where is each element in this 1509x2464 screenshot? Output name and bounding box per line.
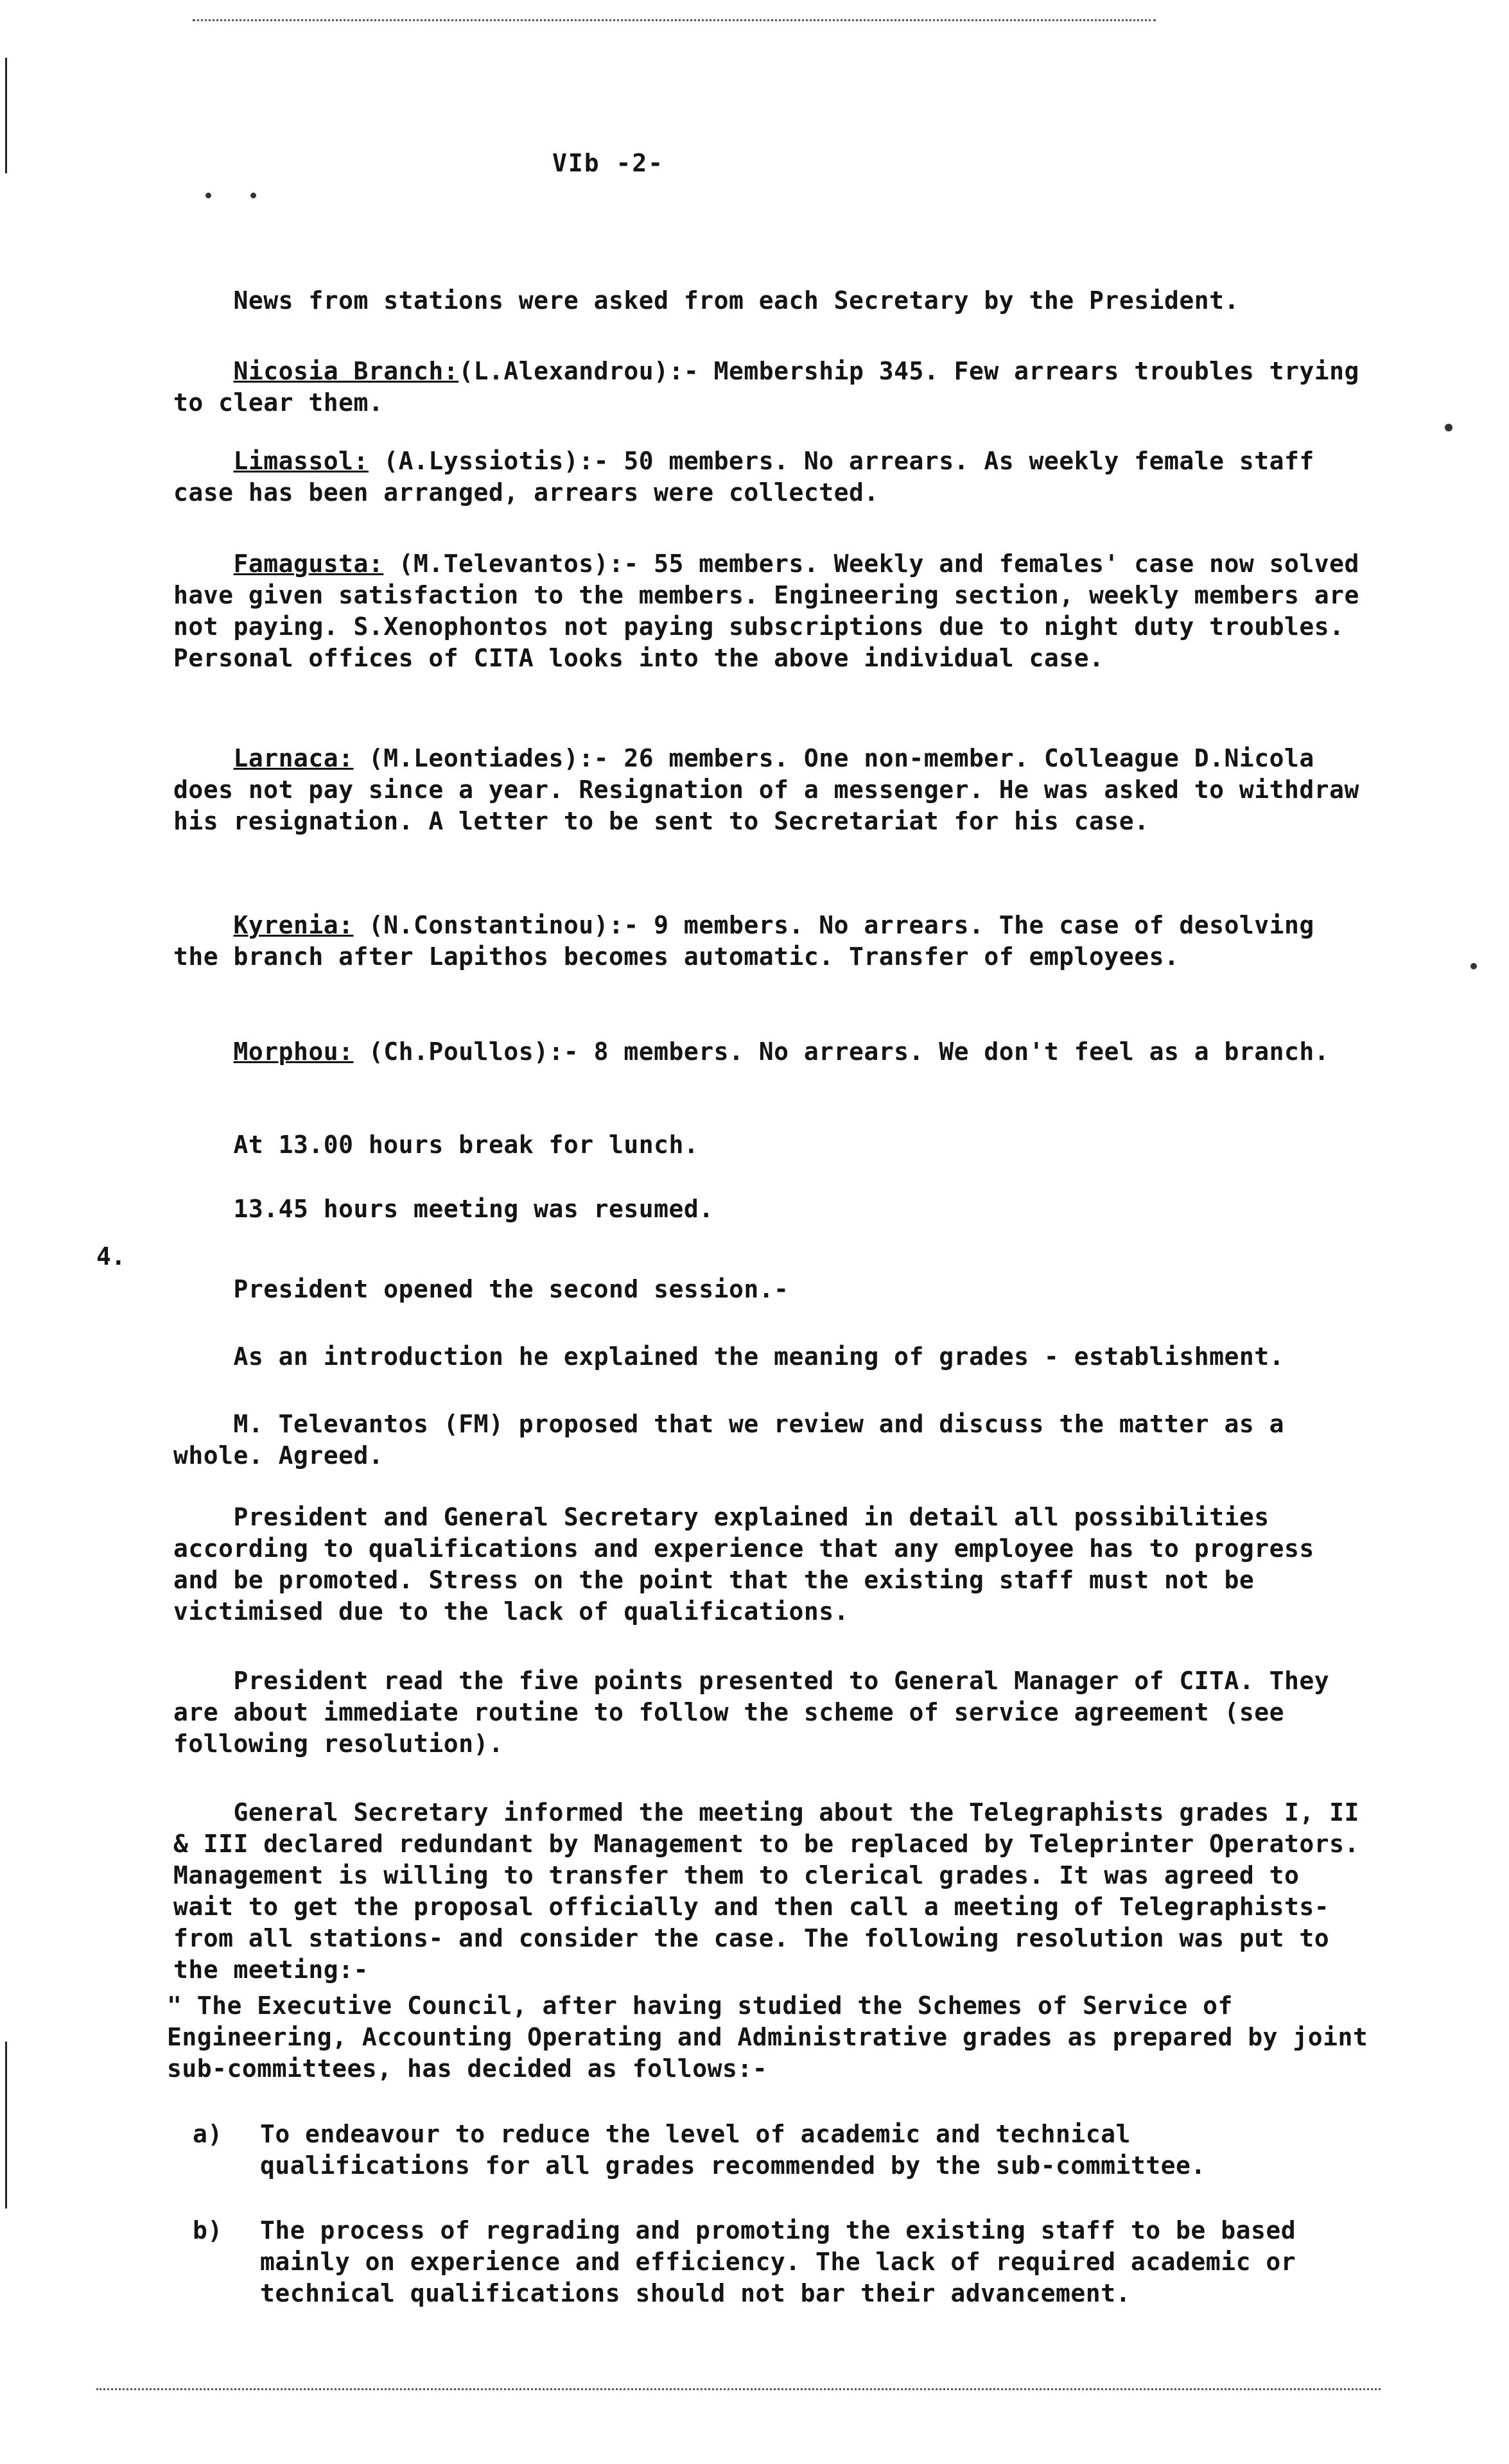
paragraph-explained — [173, 1470, 1361, 1659]
binder-mark — [5, 2042, 16, 2208]
binder-mark — [5, 58, 16, 173]
paragraph-text: (Ch.Poullos):- 8 members. No arrears. We don't feel as a branch. — [353, 1037, 1330, 1066]
branch-label: Limassol: — [233, 447, 369, 475]
paragraph-text: News from stations were asked from each Secretary by the President. — [233, 286, 1239, 315]
paragraph-morphou — [173, 1005, 1361, 1099]
paragraph-text: 13.45 hours meeting was resumed. — [233, 1195, 714, 1223]
paragraph-text: (L.Alexandrou):- Membership 345. Few arrears troubles trying to clear them. — [173, 357, 1375, 417]
scan-speck — [1445, 424, 1452, 431]
paragraph-telegraphists — [173, 1766, 1375, 2017]
resolution-item — [193, 2119, 1361, 2189]
scan-edge-noise — [96, 2388, 1381, 2390]
paragraph-text: (M.Televantos):- 55 members. Weekly and females' case now solved have given satisfaction to the members. Engineering section, weekly members are not paying. S.Xenophontos not paying subscriptions due to night duty troubles. Personal offices of CITA looks into the above individual case. — [173, 550, 1375, 672]
paragraph-text: M. Televantos (FM) proposed that we review and discuss the matter as a whole. Agreed. — [173, 1410, 1300, 1470]
paragraph-text: (M.Leontiades):- 26 members. One non-member. Colleague D.Nicola does not pay since a year. Resignation of a messenger. He was asked to withdraw his resignation. A letter to be sent to Secretariat for his case. — [173, 744, 1375, 835]
item-label: a) — [193, 2120, 223, 2148]
paragraph-text: President read the five points presented to General Manager of CITA. They are about immediate routine to follow the scheme of service agreement (see following resolution). — [173, 1667, 1345, 1758]
resolution-item — [193, 2215, 1361, 2343]
item-label: b) — [193, 2216, 223, 2244]
branch-label: Kyrenia: — [233, 911, 354, 939]
branch-label: Morphou: — [233, 1037, 354, 1066]
paragraph-text: At 13.00 hours break for lunch. — [233, 1131, 699, 1159]
paragraph-text: (N.Constantinou):- 9 members. No arrears. The case of desolving the branch after Lapithos becomes automatic. Transfer of employees. — [173, 911, 1330, 971]
paragraph-text: President opened the second session.- — [233, 1275, 789, 1303]
paragraph-famagusta — [173, 517, 1375, 706]
paragraph-text: (A.Lyssiotis):- 50 members. No arrears. As weekly female staff case has been arranged, arrears were collected. — [173, 447, 1330, 507]
paragraph-text: President and General Secretary explained in detail all possibilities according to qualifications and experience that any employee has to progress and be promoted. Stress on the point that the existing staff must not be victimised due to the lack of qualifications. — [173, 1503, 1330, 1626]
resolution-intro: " The Executive Council, after having studied the Schemes of Service of Engineering, Accounting Operating and Administrative grades as prepared by joint sub-committees, has decided as follows:- — [167, 1991, 1368, 2083]
paragraph-text: As an introduction he explained the meaning of grades - establishment. — [233, 1342, 1284, 1371]
scan-speck — [250, 193, 256, 198]
paragraph-larnaca — [173, 711, 1375, 869]
branch-label: Larnaca: — [233, 744, 354, 772]
branch-label: Famagusta: — [233, 550, 384, 578]
margin-number: 4. — [96, 1242, 126, 1271]
item-text: To endeavour to reduce the level of academic and technical qualifications for all grades recommended by the sub-committee. — [260, 2120, 1206, 2180]
scan-speck — [205, 193, 211, 198]
item-text: The process of regrading and promoting the existing staff to be based mainly on experience and efficiency. The lack of required academic or technical qualifications should not bar their advancement. — [260, 2216, 1296, 2307]
scan-speck — [1470, 963, 1477, 969]
paragraph-text: General Secretary informed the meeting about the Telegraphists grades I, II & III declared redundant by Management to be replaced by Teleprinter Operators. Management is willing to transfer them to clerical grades. It was agreed to wait to get the proposal officially and then call a meeting of Telegraphists-from all stations- and consider the case. The following resolution was put to the meeting:- — [173, 1798, 1375, 1984]
paragraph-kyrenia — [173, 878, 1361, 1004]
branch-label: Nicosia Branch: — [233, 357, 459, 385]
page-header: VIb -2- — [552, 149, 665, 177]
scan-edge-noise — [193, 19, 1156, 21]
